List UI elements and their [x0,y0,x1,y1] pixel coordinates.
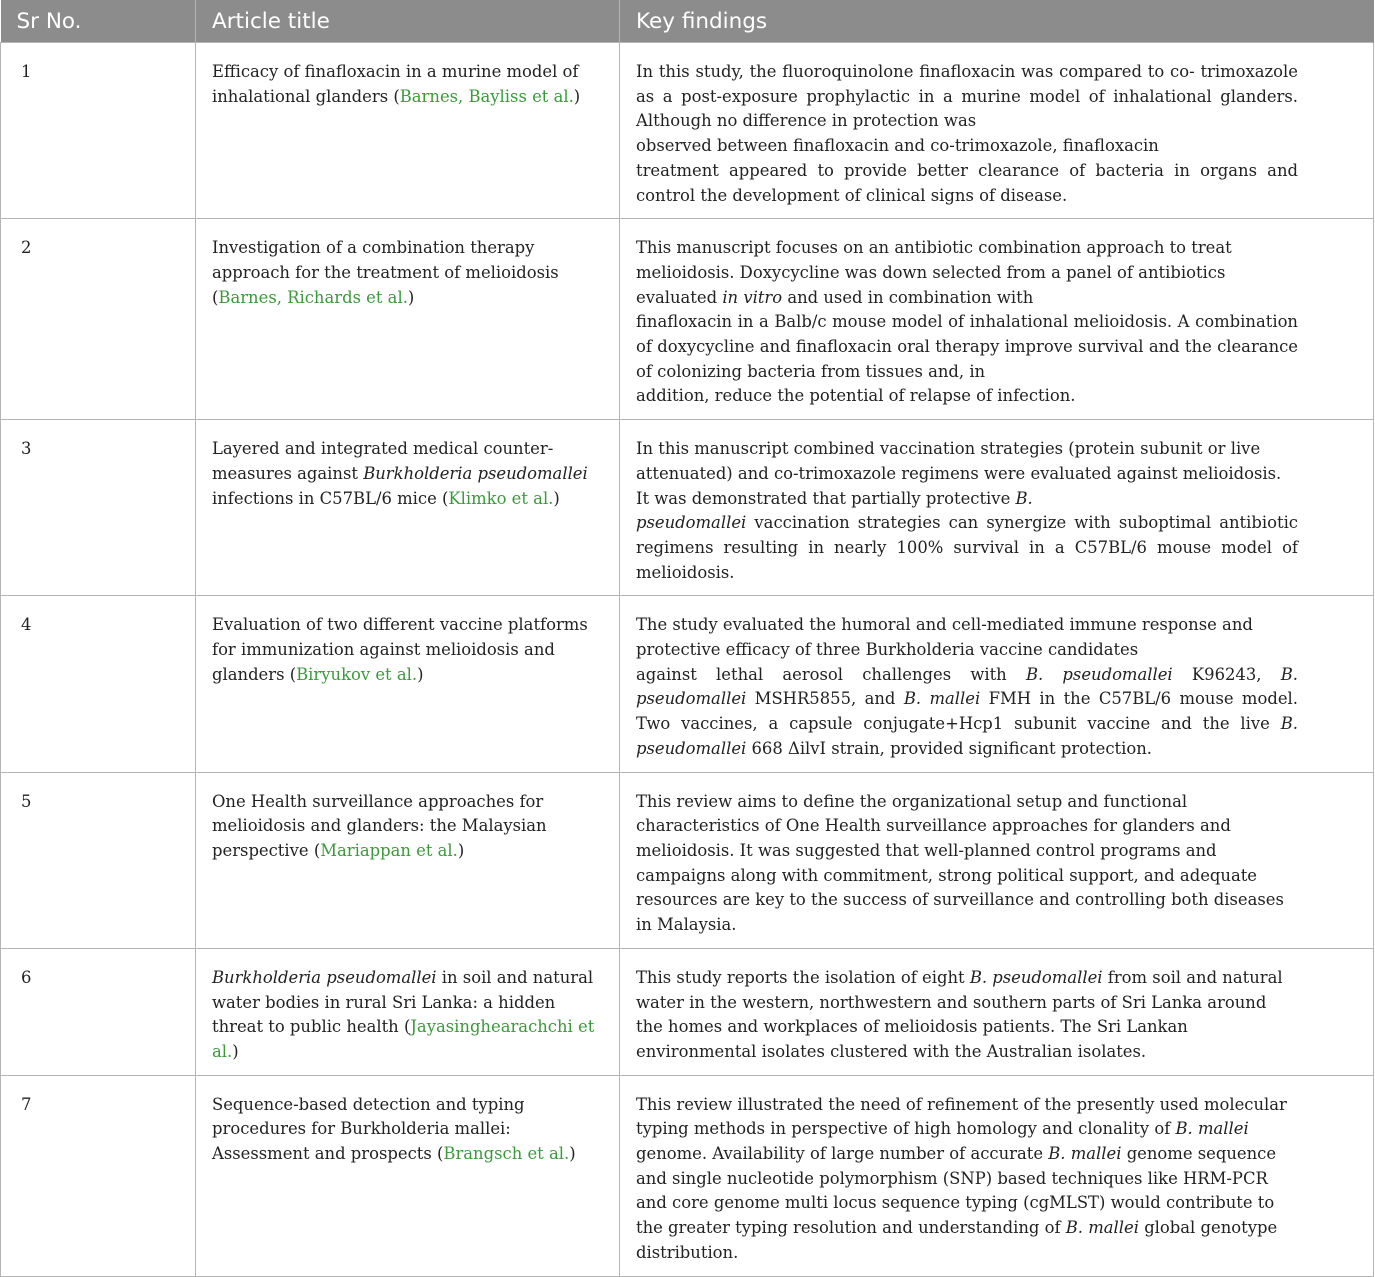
findings-cell: This review illustrated the need of refinement of the presently used molecular typing methods in perspective of high homology and clonality of B. mallei genome. Availability of large number of accurate B. mallei genome sequence and single nucleotide polymorphism (SNP) based techniques like HRM-PCR and core genome multi locus sequence typing (cgMLST) would contribute to the greater typing resolution and understanding of B. mallei global genotype distribution. [620,1075,1374,1276]
header-row [1,0,1374,43]
sr-cell: 2 [1,219,196,420]
table-row [1,1075,1374,1276]
findings-cell: In this manuscript combined vaccination strategies (protein subunit or live attenuated) and co-trimoxazole regimens were evaluated against melioidosis. It was demonstrated that partially protective B. pseudomallei vaccination strategies can synergize with suboptimal antibiotic regimens resulting in nearly 100% survival in a C57BL/6 mouse model of melioidosis. [620,420,1374,596]
header-key-findings: Key findings [620,0,1374,43]
sr-cell: 4 [1,596,196,772]
reference-link[interactable]: Barnes, Richards et al. [218,287,408,307]
sr-cell: 7 [1,1075,196,1276]
reference-link[interactable]: Jayasinghearachchi et al. [212,1017,595,1061]
title-cell: Layered and integrated medical counter- measures against Burkholderia pseudomallei infections in C57BL/6 mice (Klimko et al.) [196,420,620,596]
header-sr-no: Sr No. [1,0,196,43]
findings-cell: This review aims to define the organizational setup and functional characteristics of One Health surveillance approaches for glanders and melioidosis. It was suggested that well-planned control programs and campaigns along with commitment, strong political support, and adequate resources are key to the success of surveillance and controlling both diseases in Malaysia. [620,772,1374,948]
findings-cell: This manuscript focuses on an antibiotic combination approach to treat melioidosis. Doxycycline was down selected from a panel of antibiotics evaluated in vitro and used in combination with finafloxacin in a Balb/c mouse model of inhalational melioidosis. A combination of doxycycline and finafloxacin oral therapy improve survival and the clearance of colonizing bacteria from tissues and, in addition, reduce the potential of relapse of infection. [620,219,1374,420]
table-row [1,772,1374,948]
title-cell: Investigation of a combination therapy approach for the treatment of melioidosis (Barnes, Richards et al.) [196,219,620,420]
reference-link[interactable]: Barnes, Bayliss et al. [399,86,574,106]
title-cell: Burkholderia pseudomallei in soil and natural water bodies in rural Sri Lanka: a hidden threat to public health (Jayasinghearachchi et al.) [196,948,620,1075]
table-row [1,596,1374,772]
table-row [1,219,1374,420]
title-cell: Evaluation of two different vaccine platforms for immunization against melioidosis and glanders (Biryukov et al.) [196,596,620,772]
sr-cell: 3 [1,420,196,596]
findings-cell: In this study, the fluoroquinolone finafloxacin was compared to co- trimoxazole as a post-exposure prophylactic in a murine model of inhalational glanders. Although no difference in protection was observed between finafloxacin and co-trimoxazole, finafloxacin treatment appeared to provide better clearance of bacteria in organs and control the development of clinical signs of disease. [620,43,1374,219]
sr-cell: 6 [1,948,196,1075]
reference-link[interactable]: Mariappan et al. [320,840,458,860]
header-article-title: Article title [196,0,620,43]
findings-cell: The study evaluated the humoral and cell-mediated immune response and protective efficacy of three Burkholderia vaccine candidates against lethal aerosol challenges with B. pseudomallei K96243, B. pseudomallei MSHR5855, and B. mallei FMH in the C57BL/6 mouse model. Two vaccines, a capsule conjugate+Hcp1 subunit vaccine and the live B. pseudomallei 668 ΔilvI strain, provided significant protection. [620,596,1374,772]
table-row [1,948,1374,1075]
table-row [1,43,1374,219]
findings-cell: This study reports the isolation of eight B. pseudomallei from soil and natural water in the western, northwestern and southern parts of Sri Lanka around the homes and workplaces of melioidosis patients. The Sri Lankan environmental isolates clustered with the Australian isolates. [620,948,1374,1075]
reference-link[interactable]: Biryukov et al. [296,664,418,684]
title-cell: Efficacy of finafloxacin in a murine model of inhalational glanders (Barnes, Bayliss et al.) [196,43,620,219]
title-cell: Sequence-based detection and typing procedures for Burkholderia mallei: Assessment and prospects (Brangsch et al.) [196,1075,620,1276]
title-cell: One Health surveillance approaches for melioidosis and glanders: the Malaysian perspective (Mariappan et al.) [196,772,620,948]
reference-link[interactable]: Klimko et al. [448,488,554,508]
reference-link[interactable]: Brangsch et al. [443,1144,570,1164]
table-row [1,420,1374,596]
sr-cell: 1 [1,43,196,219]
sr-cell: 5 [1,772,196,948]
